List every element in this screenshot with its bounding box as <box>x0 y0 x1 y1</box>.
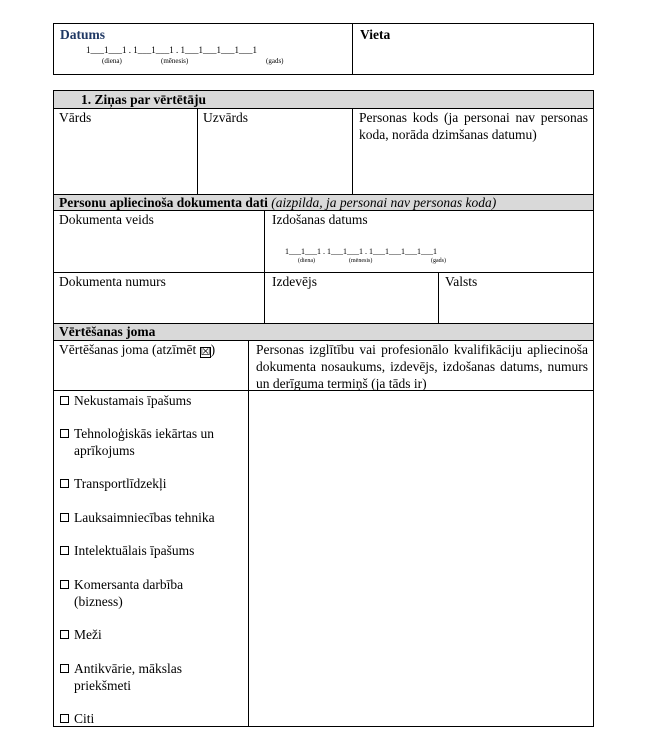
scope-item-other[interactable] <box>60 710 245 727</box>
scope-item-business[interactable] <box>60 576 245 610</box>
last-name-field[interactable]: Uzvārds <box>203 110 248 125</box>
checkbox-icon[interactable] <box>60 513 69 522</box>
scope-item-label: Nekustamais īpašums <box>74 393 192 408</box>
issue-date-sub-year: (gads) <box>431 258 446 264</box>
scope-col-right: Personas izglītību vai profesionālo kvalifikāciju apliecinoša dokumenta nosaukums, izdevējs, izdošanas datums, numurs un derīguma termiņš (ja tāds ir) <box>256 342 588 391</box>
doc-row1 <box>54 211 593 272</box>
issue-date-label: Izdošanas datums <box>272 212 368 227</box>
scope-item-agri-machinery[interactable] <box>60 509 245 526</box>
doc-row2 <box>54 273 593 323</box>
scope-title: Vērtēšanas joma <box>59 324 156 339</box>
scope-item-label: Intelektuālais īpašums <box>74 543 195 558</box>
checkbox-icon[interactable] <box>60 630 69 639</box>
checkbox-icon[interactable] <box>60 664 69 673</box>
scope-item-label: Citi <box>74 711 95 726</box>
country-field[interactable]: Valsts <box>445 274 478 289</box>
scope-item-antiques-art[interactable] <box>60 660 245 694</box>
scope-item-label: Lauksaimniecības tehnika <box>74 510 215 525</box>
first-name-field[interactable]: Vārds <box>59 110 92 125</box>
scope-item-label: Transportlīdzekļi <box>74 476 167 491</box>
scope-item-real-estate[interactable] <box>60 392 245 409</box>
checkbox-icon[interactable] <box>60 479 69 488</box>
scope-col-left <box>59 341 215 358</box>
document-title-bold: Personu apliecinoša dokumenta dati <box>59 195 268 210</box>
scope-item-label-2: priekšmeti <box>74 678 131 693</box>
date-place-box <box>53 23 594 75</box>
scope-item-intellectual-property[interactable] <box>60 542 245 559</box>
scope-item-label: Tehnoloģiskās iekārtas un <box>74 426 215 441</box>
section1-title: 1. Ziņas par vērtētāju <box>81 92 206 107</box>
doc-type-field[interactable]: Dokumenta veids <box>59 212 154 227</box>
scope-item-label: Komersanta darbība <box>74 577 184 592</box>
scope-col-left-end: ) <box>210 342 216 357</box>
scope-col-left-text: Vērtēšanas joma (atzīmēt <box>59 342 197 357</box>
date-sub-day: (diena) <box>102 57 122 65</box>
scope-header-row <box>54 341 593 390</box>
scope-item-equipment[interactable] <box>60 425 245 459</box>
scope-item-label-2: aprīkojums <box>74 443 135 458</box>
scope-item-vehicles[interactable] <box>60 475 245 492</box>
scope-title-bar <box>54 324 593 340</box>
personal-row <box>54 109 593 195</box>
section1-title-bar <box>54 91 593 108</box>
date-label: Datums <box>60 27 106 42</box>
scope-item-label-2: (bizness) <box>74 594 123 609</box>
checkbox-icon[interactable] <box>60 429 69 438</box>
document-title <box>59 194 496 211</box>
personal-code-field[interactable]: Personas kods (ja personai nav personas koda, norāda dzimšanas datumu) <box>359 110 588 142</box>
checkbox-icon[interactable] <box>60 714 69 723</box>
doc-number-field[interactable]: Dokumenta numurs <box>59 274 166 289</box>
scope-item-forests[interactable] <box>60 626 245 643</box>
issue-date-digits[interactable]: 1___1___1 . 1___1___1 . 1___1___1___1___1 <box>285 247 437 256</box>
document-title-bar <box>54 195 593 210</box>
date-sub-year: (gads) <box>266 57 284 65</box>
issue-date-sub-month: (mēnesis) <box>349 258 373 264</box>
checkbox-icon[interactable] <box>60 396 69 405</box>
place-label: Vieta <box>360 27 391 42</box>
issuer-field[interactable]: Izdevējs <box>272 274 317 289</box>
issue-date-sub-day: (diena) <box>298 258 315 264</box>
checkbox-icon[interactable] <box>60 546 69 555</box>
qualification-documents-field[interactable] <box>250 391 593 726</box>
date-digits[interactable]: 1___1___1 . 1___1___1 . 1___1___1___1___1 <box>86 45 257 55</box>
checkbox-icon[interactable] <box>60 580 69 589</box>
scope-item-label: Antikvārie, mākslas <box>74 661 182 676</box>
scope-item-label: Meži <box>74 627 102 642</box>
checked-box-glyph: ☒ <box>200 346 211 358</box>
date-sub-month: (mēnesis) <box>161 57 189 65</box>
document-title-note: (aizpilda, ja personai nav personas koda) <box>271 195 497 210</box>
checked-box-icon <box>200 347 211 358</box>
